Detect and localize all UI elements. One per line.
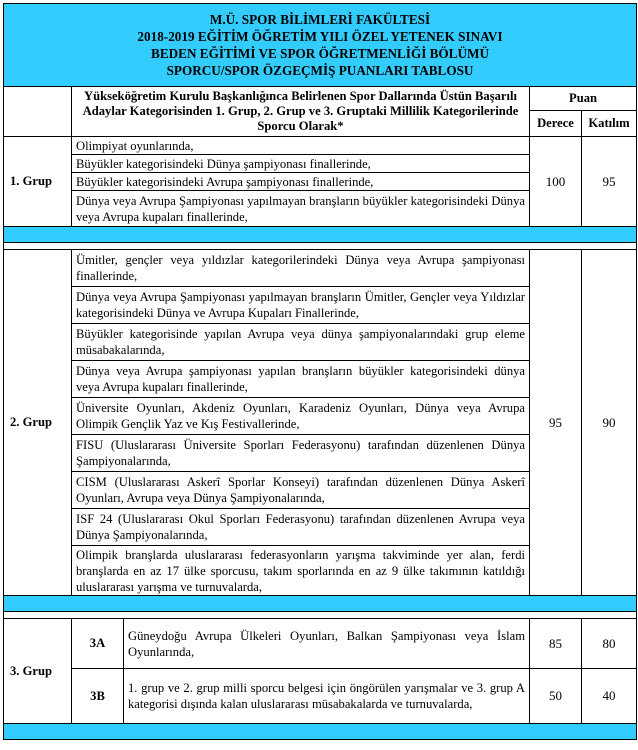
title-line-3: BEDEN EĞİTİMİ VE SPOR ÖĞRETMENLİĞİ BÖLÜMÜ: [151, 46, 489, 61]
group-3a-katilim: 80: [582, 619, 637, 669]
katilim-header: Katılım: [582, 111, 637, 137]
group-3b-label: 3B: [72, 669, 124, 724]
table-title: [4, 4, 637, 87]
group-2-derece: 95: [530, 250, 582, 596]
list-item: Dünya veya Avrupa Şampiyonası yapılmayan branşların Ümitler, Gençler veya Yıldızlar kategorisindeki Dünya ve Avrupa Kupaları Finallerinde,: [72, 287, 530, 324]
group-3b-derece: 50: [530, 669, 582, 724]
header-empty-cell: [4, 87, 72, 137]
group-2-label: 2. Grup: [4, 250, 72, 596]
list-item: Dünya veya Avrupa şampiyonası yapılan branşların büyükler kategorisindeki dünya veya Avrupa kupaları finallerinde,: [72, 361, 530, 398]
list-item: ISF 24 (Uluslararası Okul Sporları Federasyonu) tarafından düzenlenen Avrupa veya Dünya Şampiyonalarında,: [72, 509, 530, 546]
criteria-header: Yükseköğretim Kurulu Başkanlığınca Belirlenen Spor Dallarında Üstün Başarılı Adaylar Kategorisinden 1. Grup, 2. Grup ve 3. Gruptaki Millilik Kategorilerinde Sporcu Olarak*: [72, 87, 530, 137]
list-item: Ümitler, gençler veya yıldızlar kategorilerindeki Dünya veya Avrupa şampiyonası finallerinde,: [72, 250, 530, 287]
group-1-katilim: 95: [582, 137, 637, 227]
group-3b-katilim: 40: [582, 669, 637, 724]
group-3a-label: 3A: [72, 619, 124, 669]
list-item: CISM (Uluslararası Askerî Sporlar Konseyi) tarafından düzenlenen Dünya Askerî Oyunları, Avrupa veya Dünya Şampiyonalarında,: [72, 472, 530, 509]
title-line-4: SPORCU/SPOR ÖZGEÇMİŞ PUANLARI TABLOSU: [166, 63, 474, 78]
list-item: Büyükler kategorisinde yapılan Avrupa veya dünya şampiyonalarındaki grup eleme müsabakalarında,: [72, 324, 530, 361]
group-3-label: 3. Grup: [4, 619, 72, 724]
separator-stripe: [4, 724, 637, 740]
list-item: Büyükler kategorisindeki Avrupa şampiyonası finallerinde,: [72, 173, 530, 191]
title-line-1: M.Ü. SPOR BİLİMLERİ FAKÜLTESİ: [209, 12, 431, 27]
group-1-derece: 100: [530, 137, 582, 227]
list-item: Büyükler kategorisindeki Dünya şampiyonası finallerinde,: [72, 155, 530, 173]
spacer-row: [4, 243, 637, 250]
score-table: [3, 3, 637, 740]
group-3a-derece: 85: [530, 619, 582, 669]
list-item: Üniversite Oyunları, Akdeniz Oyunları, Karadeniz Oyunları, Dünya veya Avrupa Olimpik Gençlik Yaz ve Kış Festivallerinde,: [72, 398, 530, 435]
group-3a-text: Güneydoğu Avrupa Ülkeleri Oyunları, Balkan Şampiyonası veya İslam Oyunlarında,: [124, 619, 530, 669]
group-1-label: 1. Grup: [4, 137, 72, 227]
puan-header: Puan: [530, 87, 637, 111]
separator-stripe: [4, 596, 637, 612]
list-item: Dünya veya Avrupa Şampiyonası yapılmayan branşların büyükler kategorisindeki Dünya veya Avrupa kupaları finallerinde,: [72, 191, 530, 227]
separator-stripe: [4, 227, 637, 243]
derece-header: Derece: [530, 111, 582, 137]
list-item: Olimpiyat oyunlarında,: [72, 137, 530, 155]
group-3b-text: 1. grup ve 2. grup milli sporcu belgesi için öngörülen yarışmalar ve 3. grup A kategorisi dışında kalan uluslararası müsabakalarda ve turnuvalarda,: [124, 669, 530, 724]
list-item: Olimpik branşlarda uluslararası federasyonların yarışma takviminde yer alan, ferdi branşlarda en az 17 ülke sporcusu, takım sporlarında en az 9 ülke takımının katıldığı uluslararası yarışma ve turnuvalarda,: [72, 546, 530, 596]
group-2-katilim: 90: [582, 250, 637, 596]
list-item: FISU (Uluslararası Üniversite Sporları Federasyonu) tarafından düzenlenen Dünya Şampiyonalarında,: [72, 435, 530, 472]
title-line-2: 2018-2019 EĞİTİM ÖĞRETİM YILI ÖZEL YETENEK SINAVI: [137, 29, 503, 44]
spacer-row: [4, 612, 637, 619]
